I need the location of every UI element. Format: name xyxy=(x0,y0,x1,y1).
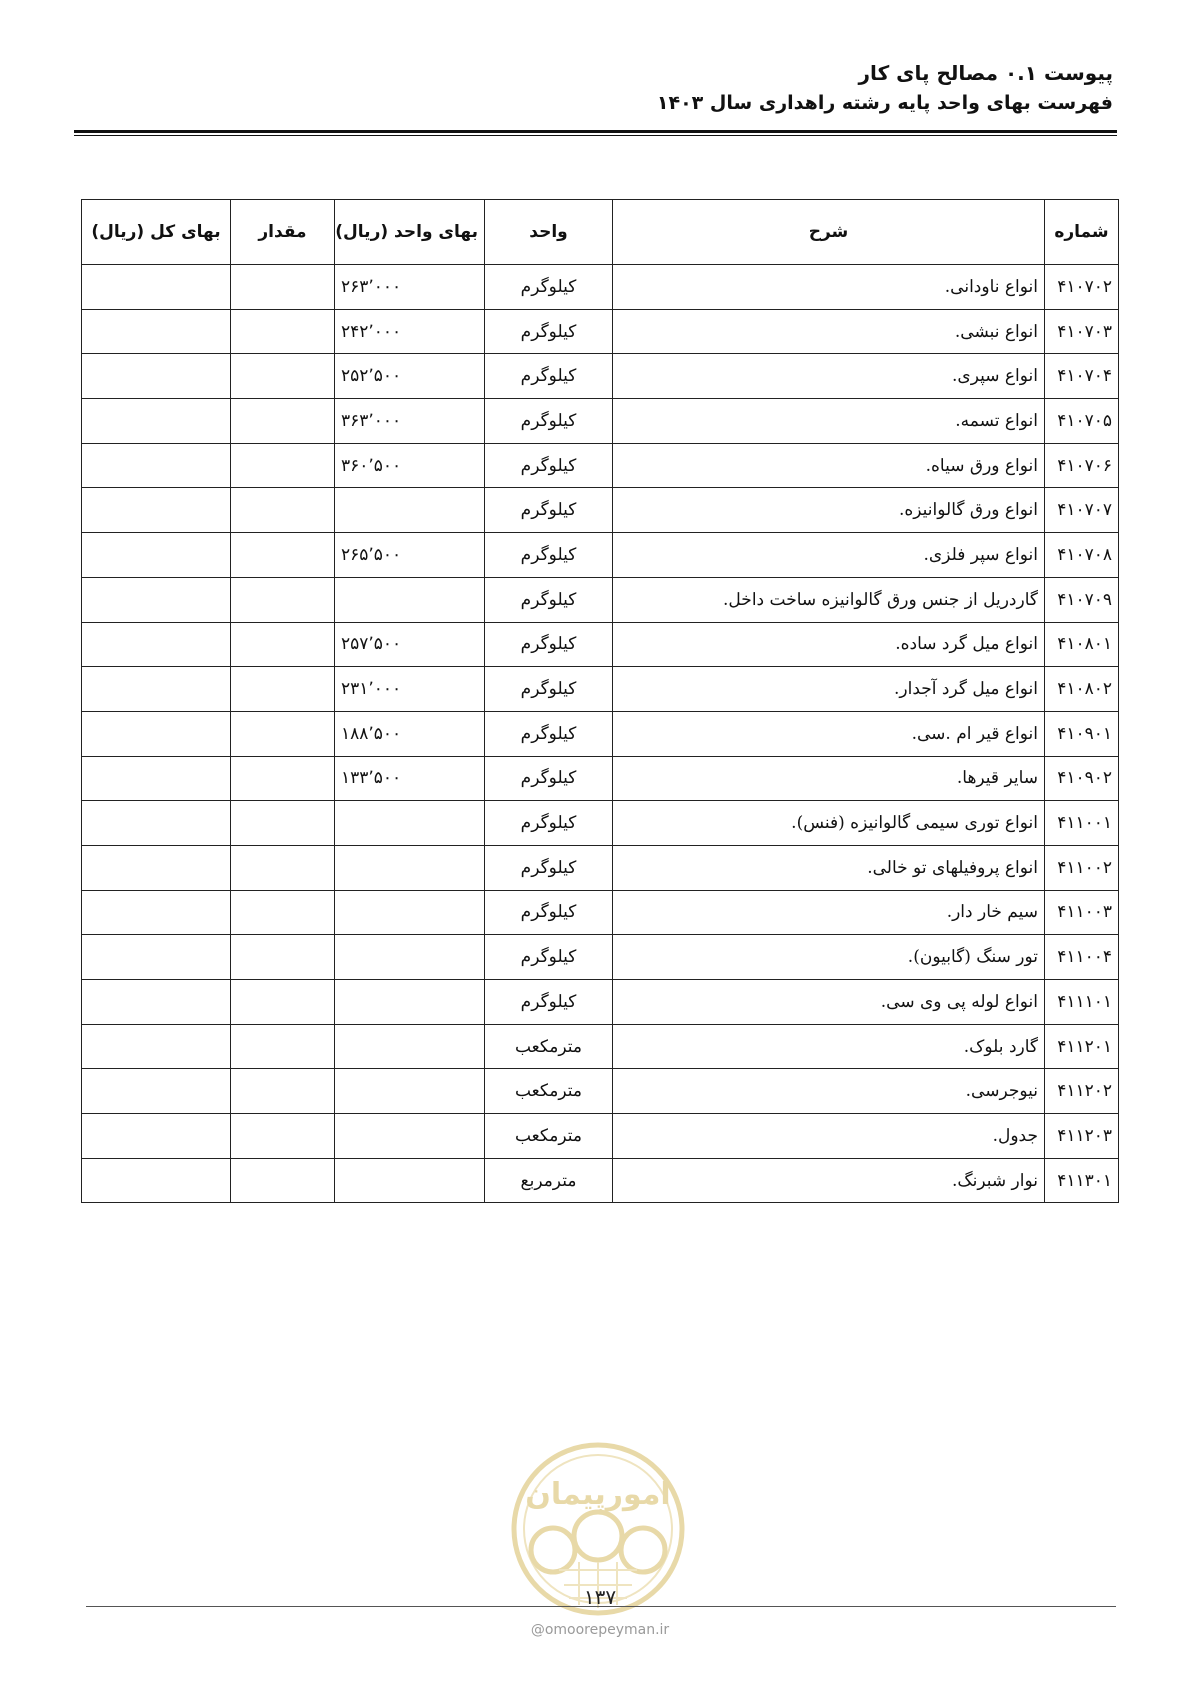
item-unit-price xyxy=(335,488,485,533)
item-total-price xyxy=(82,265,231,310)
item-total-price xyxy=(82,935,231,980)
item-unit: کیلوگرم xyxy=(485,622,613,667)
item-code: ۴۱۰۷۰۸ xyxy=(1045,533,1119,578)
item-code: ۴۱۰۸۰۲ xyxy=(1045,667,1119,712)
item-unit-price: ۲۳۱٬۰۰۰ xyxy=(335,667,485,712)
item-quantity xyxy=(231,1114,335,1159)
item-quantity xyxy=(231,890,335,935)
item-total-price xyxy=(82,622,231,667)
item-total-price xyxy=(82,488,231,533)
item-unit: کیلوگرم xyxy=(485,533,613,578)
item-code: ۴۱۰۷۰۳ xyxy=(1045,309,1119,354)
item-code: ۴۱۱۰۰۱ xyxy=(1045,801,1119,846)
page-header xyxy=(78,58,1113,118)
item-unit-price xyxy=(335,980,485,1025)
price-table xyxy=(81,199,1119,1203)
table-row xyxy=(82,309,1119,354)
item-unit-price xyxy=(335,845,485,890)
header-rule-thin xyxy=(74,135,1117,136)
item-unit-price xyxy=(335,1158,485,1203)
item-quantity xyxy=(231,443,335,488)
table-row xyxy=(82,399,1119,444)
item-code: ۴۱۰۷۰۲ xyxy=(1045,265,1119,310)
col-header-unit-price: بهای واحد (ریال) xyxy=(335,200,485,265)
appendix-title: پیوست ۰.۱ مصالح پای کار xyxy=(858,61,1113,85)
item-description: انواع قیر ام .سی. xyxy=(613,711,1045,756)
item-code: ۴۱۰۹۰۲ xyxy=(1045,756,1119,801)
table-row xyxy=(82,533,1119,578)
item-description: نیوجرسی. xyxy=(613,1069,1045,1114)
item-description: انواع نبشی. xyxy=(613,309,1045,354)
item-total-price xyxy=(82,443,231,488)
item-unit: مترمکعب xyxy=(485,1069,613,1114)
item-total-price xyxy=(82,1024,231,1069)
item-code: ۴۱۰۷۰۴ xyxy=(1045,354,1119,399)
item-unit: کیلوگرم xyxy=(485,980,613,1025)
item-total-price xyxy=(82,1069,231,1114)
table-row xyxy=(82,488,1119,533)
item-quantity xyxy=(231,756,335,801)
item-code: ۴۱۱۳۰۱ xyxy=(1045,1158,1119,1203)
item-unit-price xyxy=(335,1069,485,1114)
table-row xyxy=(82,1024,1119,1069)
table-row xyxy=(82,1069,1119,1114)
item-total-price xyxy=(82,801,231,846)
page-number: ۱۳۷ xyxy=(583,1585,617,1609)
table-row xyxy=(82,711,1119,756)
item-code: ۴۱۱۱۰۱ xyxy=(1045,980,1119,1025)
item-unit: کیلوگرم xyxy=(485,265,613,310)
item-code: ۴۱۰۷۰۷ xyxy=(1045,488,1119,533)
item-code: ۴۱۰۷۰۶ xyxy=(1045,443,1119,488)
item-description: انواع ناودانی. xyxy=(613,265,1045,310)
item-description: سیم خار دار. xyxy=(613,890,1045,935)
item-unit-price: ۳۶۳٬۰۰۰ xyxy=(335,399,485,444)
table-row xyxy=(82,935,1119,980)
item-unit-price xyxy=(335,890,485,935)
item-description: انواع سپر فلزی. xyxy=(613,533,1045,578)
table-row xyxy=(82,890,1119,935)
item-description: انواع توری سیمی گالوانیزه (فنس). xyxy=(613,801,1045,846)
item-total-price xyxy=(82,845,231,890)
item-quantity xyxy=(231,1069,335,1114)
item-quantity xyxy=(231,845,335,890)
item-code: ۴۱۰۸۰۱ xyxy=(1045,622,1119,667)
item-quantity xyxy=(231,309,335,354)
item-unit-price: ۲۵۷٬۵۰۰ xyxy=(335,622,485,667)
item-unit: کیلوگرم xyxy=(485,577,613,622)
item-total-price xyxy=(82,577,231,622)
item-unit-price: ۲۶۳٬۰۰۰ xyxy=(335,265,485,310)
item-total-price xyxy=(82,890,231,935)
price-list-subtitle: فهرست بهای واحد پایه رشته راهداری سال ۱۴۰۳ xyxy=(656,92,1113,114)
item-total-price xyxy=(82,309,231,354)
item-description: تور سنگ (گابیون). xyxy=(613,935,1045,980)
item-total-price xyxy=(82,533,231,578)
item-description: سایر قیرها. xyxy=(613,756,1045,801)
table-row xyxy=(82,443,1119,488)
item-total-price xyxy=(82,354,231,399)
item-quantity xyxy=(231,354,335,399)
item-unit-price: ۲۶۵٬۵۰۰ xyxy=(335,533,485,578)
item-total-price xyxy=(82,399,231,444)
item-unit: کیلوگرم xyxy=(485,845,613,890)
table-row xyxy=(82,265,1119,310)
item-quantity xyxy=(231,399,335,444)
table-row xyxy=(82,845,1119,890)
item-code: ۴۱۱۰۰۳ xyxy=(1045,890,1119,935)
item-quantity xyxy=(231,935,335,980)
col-header-unit: واحد xyxy=(485,200,613,265)
website-watermark: @omoorepeyman.ir xyxy=(530,1622,670,1638)
item-unit: کیلوگرم xyxy=(485,354,613,399)
item-code: ۴۱۱۲۰۳ xyxy=(1045,1114,1119,1159)
item-unit-price xyxy=(335,1024,485,1069)
item-description: جدول. xyxy=(613,1114,1045,1159)
item-description: انواع تسمه. xyxy=(613,399,1045,444)
table-row xyxy=(82,801,1119,846)
item-total-price xyxy=(82,1158,231,1203)
item-total-price xyxy=(82,1114,231,1159)
item-quantity xyxy=(231,1158,335,1203)
item-description: گاردریل از جنس ورق گالوانیزه ساخت داخل. xyxy=(613,577,1045,622)
item-unit: کیلوگرم xyxy=(485,488,613,533)
item-code: ۴۱۱۲۰۱ xyxy=(1045,1024,1119,1069)
item-unit: کیلوگرم xyxy=(485,443,613,488)
item-description: گارد بلوک. xyxy=(613,1024,1045,1069)
item-description: انواع میل گرد ساده. xyxy=(613,622,1045,667)
col-header-description: شرح xyxy=(613,200,1045,265)
col-header-total-price: بهای کل (ریال) xyxy=(82,200,231,265)
item-unit-price: ۲۵۲٬۵۰۰ xyxy=(335,354,485,399)
item-quantity xyxy=(231,488,335,533)
item-total-price xyxy=(82,711,231,756)
table-row xyxy=(82,622,1119,667)
item-unit: کیلوگرم xyxy=(485,309,613,354)
table-row xyxy=(82,1114,1119,1159)
table-header-row xyxy=(82,200,1119,265)
item-quantity xyxy=(231,1024,335,1069)
item-description: انواع سپری. xyxy=(613,354,1045,399)
col-header-quantity: مقدار xyxy=(231,200,335,265)
table-body xyxy=(82,265,1119,1203)
table-row xyxy=(82,354,1119,399)
table-row xyxy=(82,577,1119,622)
seal-text: امورپیمان xyxy=(525,1477,671,1512)
col-header-code: شماره xyxy=(1045,200,1119,265)
item-quantity xyxy=(231,711,335,756)
item-unit-price xyxy=(335,935,485,980)
item-code: ۴۱۰۹۰۱ xyxy=(1045,711,1119,756)
item-unit: کیلوگرم xyxy=(485,399,613,444)
table-row xyxy=(82,1158,1119,1203)
item-description: انواع ورق گالوانیزه. xyxy=(613,488,1045,533)
item-total-price xyxy=(82,980,231,1025)
item-unit-price: ۱۳۳٬۵۰۰ xyxy=(335,756,485,801)
item-unit-price xyxy=(335,577,485,622)
item-unit: کیلوگرم xyxy=(485,667,613,712)
item-unit-price: ۱۸۸٬۵۰۰ xyxy=(335,711,485,756)
table-row xyxy=(82,756,1119,801)
table-row xyxy=(82,980,1119,1025)
item-unit: مترمربع xyxy=(485,1158,613,1203)
item-description: انواع میل گرد آجدار. xyxy=(613,667,1045,712)
item-code: ۴۱۱۲۰۲ xyxy=(1045,1069,1119,1114)
item-unit: کیلوگرم xyxy=(485,935,613,980)
item-unit-price xyxy=(335,1114,485,1159)
item-unit-price: ۲۴۲٬۰۰۰ xyxy=(335,309,485,354)
item-unit-price xyxy=(335,801,485,846)
item-quantity xyxy=(231,801,335,846)
item-total-price xyxy=(82,756,231,801)
item-unit-price: ۳۶۰٬۵۰۰ xyxy=(335,443,485,488)
item-quantity xyxy=(231,622,335,667)
item-code: ۴۱۱۰۰۴ xyxy=(1045,935,1119,980)
item-code: ۴۱۱۰۰۲ xyxy=(1045,845,1119,890)
item-unit: کیلوگرم xyxy=(485,756,613,801)
item-quantity xyxy=(231,577,335,622)
item-unit: کیلوگرم xyxy=(485,801,613,846)
item-quantity xyxy=(231,667,335,712)
item-total-price xyxy=(82,667,231,712)
header-rule-thick xyxy=(74,130,1117,133)
item-description: نوار شبرنگ. xyxy=(613,1158,1045,1203)
item-description: انواع لوله پی وی سی. xyxy=(613,980,1045,1025)
item-unit: مترمکعب xyxy=(485,1114,613,1159)
item-description: انواع پروفیلهای تو خالی. xyxy=(613,845,1045,890)
item-unit: کیلوگرم xyxy=(485,711,613,756)
table-row xyxy=(82,667,1119,712)
item-quantity xyxy=(231,980,335,1025)
item-unit: مترمکعب xyxy=(485,1024,613,1069)
item-code: ۴۱۰۷۰۹ xyxy=(1045,577,1119,622)
item-description: انواع ورق سیاه. xyxy=(613,443,1045,488)
item-quantity xyxy=(231,265,335,310)
item-unit: کیلوگرم xyxy=(485,890,613,935)
item-quantity xyxy=(231,533,335,578)
item-code: ۴۱۰۷۰۵ xyxy=(1045,399,1119,444)
